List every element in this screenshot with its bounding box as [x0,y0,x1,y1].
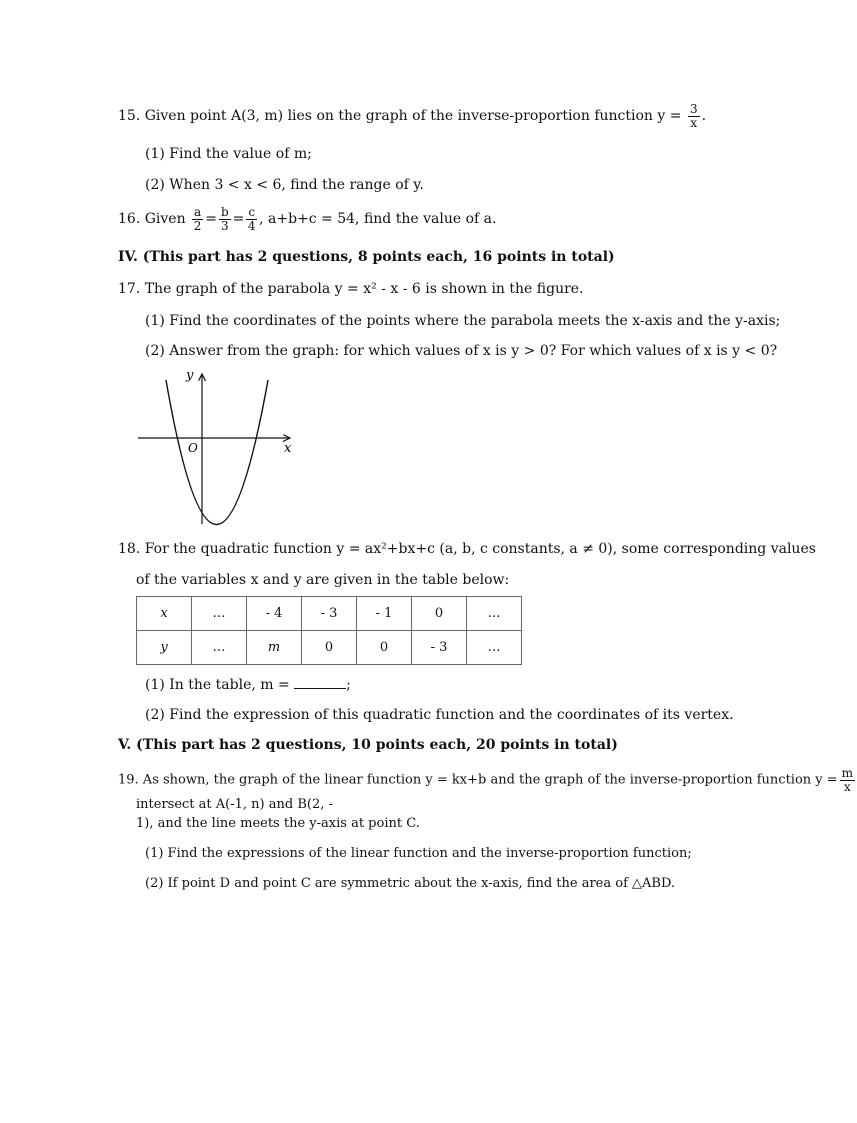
q17-part-2: (2) Answer from the graph: for which values of x is y > 0? For which values of x is y < 0? [145,343,778,359]
parabola-curve [166,380,268,525]
table-cell: … [467,597,522,631]
q18-stem-b: of the variables x and y are given in the table below: [136,572,510,588]
q18-part-1-end: ; [346,677,351,693]
table-cell: - 3 [412,631,467,665]
q16-frac-c [246,206,257,232]
q19-stem-b: intersect at A(-1, n) and B(2, - [136,797,333,812]
q16-text-a: 16. Given [118,211,186,228]
q16-frac-c-den: 4 [247,218,256,233]
q18-value-table [136,596,522,665]
table-cell: 0 [357,631,412,665]
table-cell: - 1 [357,597,412,631]
q18-part-2: (2) Find the expression of this quadratic function and the coordinates of its vertex. [145,707,734,723]
table-row [137,631,522,665]
table-cell: … [192,631,247,665]
section-5-heading: V. (This part has 2 questions, 10 points each, 20 points in total) [118,737,618,753]
q15-text-b: . [701,108,707,125]
q18-part-1-text: (1) In the table, m = [145,677,295,693]
q15-part-1: (1) Find the value of m; [145,146,312,162]
table-cell: m [247,631,302,665]
table-cell: x [137,597,192,631]
table-cell: - 4 [247,597,302,631]
q15-frac-den: x [690,115,698,130]
q19-frac-den: x [843,779,851,794]
graph-origin-label: O [188,441,198,455]
table-cell: - 3 [302,597,357,631]
q16-frac-a-num: a [194,205,202,219]
q17-part-1: (1) Find the coordinates of the points where the parabola meets the x-axis and the y-axis; [145,313,781,329]
q16-frac-c-num: c [248,205,256,219]
graph-y-label: y [186,368,194,383]
table-cell: 0 [302,631,357,665]
table-cell: 0 [412,597,467,631]
q16-frac-b [219,206,231,232]
q18-stem-a: 18. For the quadratic function y = ax²+bx+c (a, b, c constants, a ≠ 0), some corresponding values [118,541,816,557]
table-cell: … [192,597,247,631]
q15-stem [118,103,706,129]
q19-stem-c: 1), and the line meets the y-axis at point C. [136,816,420,831]
q19-fraction [840,767,855,793]
table-cell: … [467,631,522,665]
q18-part-1 [145,676,351,693]
q15-fraction [688,103,700,129]
graph-x-label: x [284,441,292,456]
q19-part-1: (1) Find the expressions of the linear function and the inverse-proportion function; [145,846,692,861]
table-row [137,597,522,631]
q15-part-2: (2) When 3 < x < 6, find the range of y. [145,177,424,193]
section-4-heading: IV. (This part has 2 questions, 8 points each, 16 points in total) [118,249,615,265]
answer-blank [294,676,346,689]
q19-stem [118,767,857,793]
parabola-graph [130,364,300,529]
q16-frac-a-den: 2 [193,218,202,233]
q16-frac-b-num: b [220,205,229,219]
q16-stem: 16. Given $\frac{a}{2}$ = $\frac{b}{3}$ = $\frac{c}{4}$ , a+b+c = 54, find the value of a. [118,205,497,233]
q16-text-b: , a+b+c = 54, find the value of a. [259,211,497,228]
q16-frac-a [192,206,203,232]
q19-text-a: 19. As shown, the graph of the linear function y = kx+b and the graph of the inverse-proportion function y = [118,772,838,788]
q19-frac-num: m [841,766,854,780]
q16-frac-b-den: 3 [220,218,229,233]
q15-frac-num: 3 [689,102,698,116]
q17-stem: 17. The graph of the parabola y = x² - x - 6 is shown in the figure. [118,281,584,297]
q15-text-a: 15. Given point A(3, m) lies on the graph of the inverse-proportion function y = [118,108,686,125]
table-cell: y [137,631,192,665]
q19-part-2: (2) If point D and point C are symmetric about the x-axis, find the area of △ABD. [145,876,676,891]
